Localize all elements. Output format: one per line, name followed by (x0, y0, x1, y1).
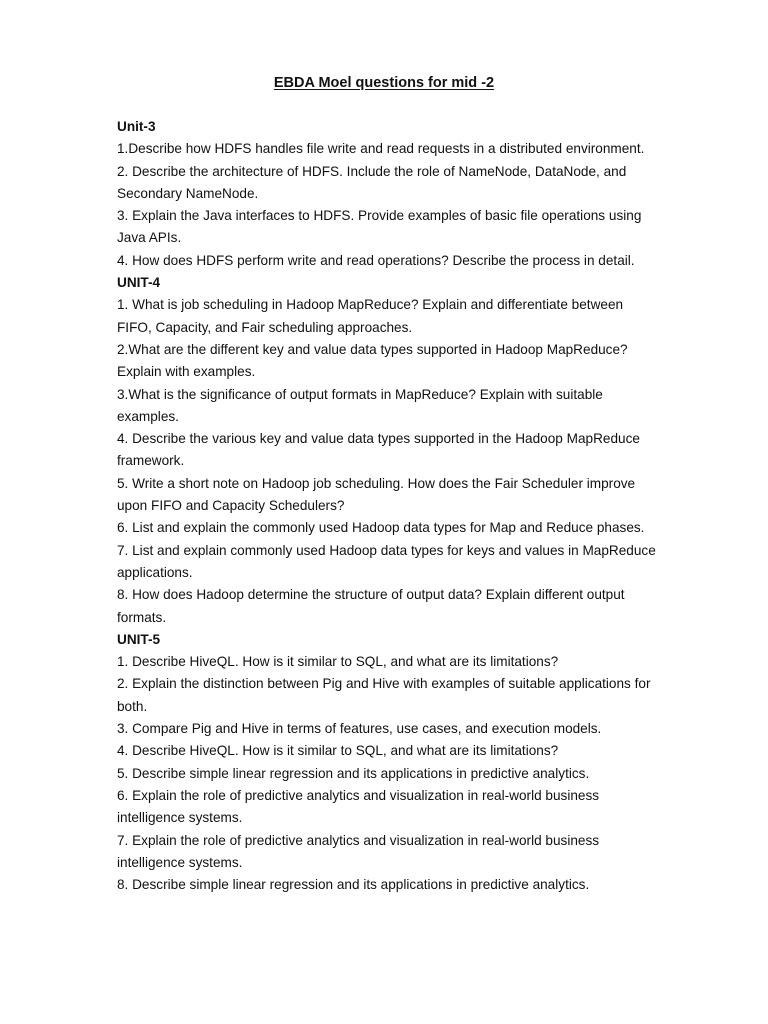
unit-4-section (117, 272, 657, 629)
question-item: 1. What is job scheduling in Hadoop MapReduce? Explain and differentiate between FIFO, Capacity, and Fair scheduling approaches. (117, 297, 624, 335)
question-item: 2. Explain the distinction between Pig and Hive with examples of suitable applications for both. (117, 676, 651, 714)
question-item: 8. How does Hadoop determine the structure of output data? Explain different output formats. (117, 587, 625, 625)
question-item: 7. Explain the role of predictive analytics and visualization in real-world business intelligence systems. (117, 832, 600, 870)
unit-heading: UNIT-4 (117, 275, 161, 291)
document-title (0, 73, 768, 93)
question-item: 4. Describe HiveQL. How is it similar to SQL, and what are its limitations? (117, 743, 559, 759)
document-title-text: EBDA Moel questions for mid -2 (273, 75, 495, 91)
question-item: 3. Compare Pig and Hive in terms of features, use cases, and execution models. (117, 721, 602, 737)
question-item: 6. List and explain the commonly used Hadoop data types for Map and Reduce phases. (117, 520, 645, 536)
question-item: 4. How does HDFS perform write and read operations? Describe the process in detail. (117, 252, 635, 268)
question-item: 1.Describe how HDFS handles file write and read requests in a distributed environment. (117, 141, 645, 157)
unit-heading: UNIT-5 (117, 631, 161, 647)
document-body (117, 116, 657, 896)
question-item: 2. Describe the architecture of HDFS. Include the role of NameNode, DataNode, and Secondary NameNode. (117, 163, 627, 201)
question-item: 3. Explain the Java interfaces to HDFS. Provide examples of basic file operations using Java APIs. (117, 208, 642, 246)
question-item: 8. Describe simple linear regression and its applications in predictive analytics. (117, 877, 590, 893)
question-item: 5. Describe simple linear regression and its applications in predictive analytics. (117, 765, 590, 781)
question-item: 2.What are the different key and value data types supported in Hadoop MapReduce? Explain with examples. (117, 341, 628, 380)
question-item: 4. Describe the various key and value data types supported in the Hadoop MapReduce framework. (117, 431, 640, 469)
question-item: 3.What is the significance of output formats in MapReduce? Explain with suitable examples. (117, 386, 603, 424)
unit-3-section (117, 116, 657, 272)
question-item: 6. Explain the role of predictive analytics and visualization in real-world business intelligence systems. (117, 787, 600, 826)
unit-heading: Unit-3 (117, 119, 156, 134)
question-item: 1. Describe HiveQL. How is it similar to SQL, and what are its limitations? (117, 654, 559, 670)
question-item: 7. List and explain commonly used Hadoop data types for keys and values in MapReduce applications. (117, 542, 656, 580)
question-item: 5. Write a short note on Hadoop job scheduling. How does the Fair Scheduler improve upon FIFO and Capacity Schedulers? (117, 475, 636, 514)
unit-5-section (117, 629, 657, 897)
